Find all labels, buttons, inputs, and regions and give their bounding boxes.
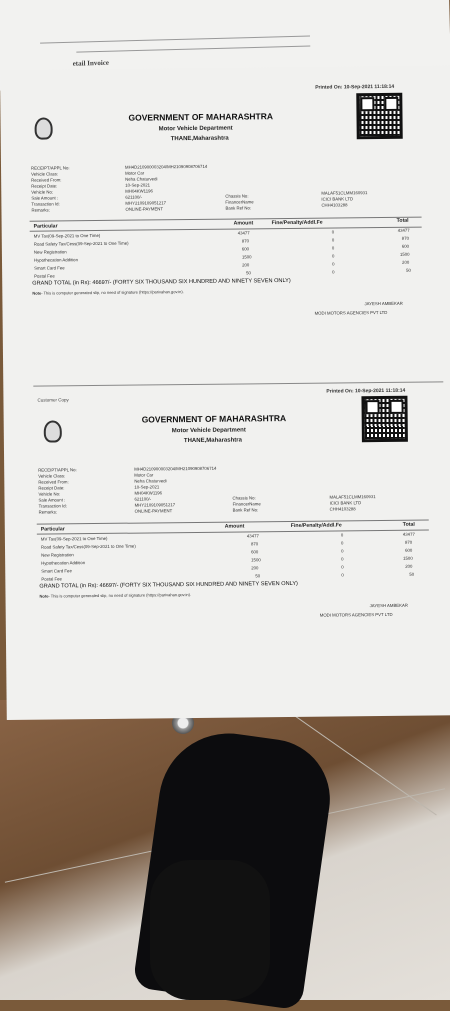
label-receipt-date: Receipt Date:: [38, 485, 65, 491]
label-receipt-no: RECEIPT/APPL No:: [38, 467, 77, 473]
vehicle-values: [321, 190, 367, 208]
row-fine: 0: [331, 253, 335, 259]
agency-name: MODI MOTORS AGENCIES PVT LTD: [319, 611, 393, 618]
label-vehicle-class: Vehicle Class:: [38, 473, 66, 479]
row-amount: 1500: [251, 557, 261, 563]
row-particular: Hypothecation Addition: [33, 257, 78, 263]
row-particular: MV Tax(09-Sep-2021 to One Time): [33, 232, 101, 239]
row-fine: 0: [341, 556, 344, 562]
computer-generated-note: [32, 289, 184, 296]
value-chassis-no: MALAF51CLMM160931: [321, 190, 368, 196]
label-remarks: Remarks:: [38, 509, 58, 515]
receipt-sheet: [0, 65, 450, 720]
receipt-labels: [38, 467, 77, 515]
value-financer-name: ICICI BANK LTD: [321, 196, 354, 202]
label-financer-name: FinancerName: [225, 199, 254, 205]
value-chassis-no: MALAF51CLMM160931: [329, 494, 376, 500]
row-particular: New Registration: [33, 249, 67, 255]
value-receipt-no: MH4D210900003204/MH21090908706714: [124, 163, 208, 170]
row-particular: Postal Fee: [41, 576, 62, 582]
label-sale-amount: Sale Amount :: [38, 497, 66, 503]
header-fine: Fine/Penalty/Addl.Fe: [271, 219, 323, 227]
value-bank-ref: CHH4103288: [321, 202, 348, 208]
department-name: Motor Vehicle Department: [171, 427, 246, 435]
row-amount: 1500: [241, 254, 252, 260]
agency-name: MODI MOTORS AGENCIES PVT LTD: [314, 309, 388, 316]
printed-on: Printed On: 10-Sep-2021 11:18:14: [326, 387, 406, 395]
row-amount: 870: [250, 541, 259, 547]
row-particular: Postal Fee: [34, 273, 55, 279]
label-bank-ref: Bank Ref No:: [225, 205, 252, 211]
value-remarks: ONLINE-PAYMENT: [134, 508, 173, 514]
header-fine: Fine/Penalty/Addl.Fe: [290, 522, 342, 529]
note-text: - This is computer generated slip, no need of signature (https://parivahan.gov.in).: [48, 592, 192, 599]
row-particular: New Registration: [41, 552, 74, 558]
row-fine: 0: [341, 564, 344, 570]
value-vehicle-class: Motor Car: [134, 472, 154, 478]
note-text: - This is computer generated slip, no need of signature (https://parivahan.gov.in).: [41, 289, 184, 296]
table-header-rule: [30, 227, 422, 232]
row-total: 200: [405, 563, 413, 569]
row-total: 50: [406, 267, 411, 273]
row-fine: 0: [331, 237, 335, 243]
location-name: THANE,Maharashtra: [183, 437, 242, 445]
row-total: 43477: [402, 531, 415, 537]
header-amount: Amount: [233, 220, 254, 227]
label-chassis-no: Chassis No:: [232, 495, 256, 501]
grand-total: GRAND TOTAL (in Rs): 46697/- (FORTY SIX THOUSAND SIX HUNDRED AND NINETY SEVEN ONLY): [32, 277, 291, 287]
value-transaction-id: MHY2109109051217: [134, 502, 176, 508]
header-total: Total: [396, 217, 409, 224]
grand-total: GRAND TOTAL (in Rs): 46697/- (FORTY SIX THOUSAND SIX HUNDRED AND NINETY SEVEN ONLY): [39, 580, 298, 590]
row-amount: 50: [246, 270, 251, 276]
row-total: 870: [401, 235, 409, 241]
header-particular: Particular: [40, 526, 65, 533]
value-received-from: Neha Chaturvedi: [134, 478, 167, 484]
value-vehicle-no: MH04KW1196: [134, 490, 163, 496]
row-amount: 50: [255, 573, 261, 579]
receipt-values: [134, 466, 217, 515]
government-title: GOVERNMENT OF MAHARASHTRA: [141, 413, 287, 425]
header-total: Total: [402, 521, 415, 528]
signatory-name: JAYESH AMBEKAR: [369, 602, 409, 609]
row-particular: MV Tax(09-Sep-2021 to One Time): [40, 535, 108, 542]
row-particular: Road Safety Tax/Cess(09-Sep-2021 to One Time): [33, 240, 129, 247]
vehicle-values: [329, 494, 375, 512]
row-total: 1500: [403, 555, 413, 561]
department-name: Motor Vehicle Department: [158, 125, 233, 133]
row-fine: 0: [331, 245, 335, 251]
row-fine: 0: [341, 548, 344, 554]
receipt-labels: [31, 165, 70, 213]
row-total: 1500: [399, 251, 410, 257]
row-total: 870: [404, 539, 413, 545]
label-chassis-no: Chassis No:: [225, 193, 249, 199]
label-receipt-no: RECEIPT/APPL No:: [31, 165, 70, 171]
maharashtra-emblem-icon: [35, 117, 53, 139]
header-particular: Particular: [33, 223, 58, 230]
label-vehicle-no: Vehicle No:: [31, 189, 54, 195]
receipt-values: [125, 164, 208, 213]
maharashtra-emblem-icon: [44, 420, 62, 442]
label-received-from: Received From:: [38, 479, 69, 485]
value-receipt-date: 10-Sep-2021: [125, 182, 151, 188]
row-total: 43477: [397, 227, 410, 233]
value-bank-ref: CHH4103288: [329, 506, 356, 512]
sock-ankle: [150, 860, 270, 1000]
label-transaction-id: Transaction Id:: [31, 201, 60, 207]
row-amount: 200: [251, 565, 259, 571]
vehicle-labels: [232, 495, 260, 513]
row-amount: 600: [251, 549, 259, 555]
row-amount: 43477: [237, 230, 250, 236]
receipt-slip-office: [0, 65, 450, 370]
label-received-from: Received From:: [31, 177, 62, 183]
row-total: 600: [405, 547, 413, 553]
row-fine: 0: [331, 229, 335, 235]
label-financer-name: FinancerName: [232, 501, 261, 507]
row-fine: 0: [332, 269, 335, 275]
background-invoice-heading: etail Invoice: [72, 58, 110, 68]
row-total: 50: [409, 571, 415, 577]
label-transaction-id: Transaction Id:: [38, 503, 67, 509]
row-total: 200: [402, 259, 410, 265]
row-amount: 870: [241, 238, 250, 244]
qr-code-icon: [356, 93, 402, 139]
value-receipt-no: MH4D210900003204/MH21090908706714: [134, 465, 217, 472]
note-label: Note: [39, 593, 49, 599]
header-amount: Amount: [224, 523, 245, 530]
value-receipt-date: 10-Sep-2021: [134, 484, 160, 490]
value-remarks: ONLINE-PAYMENT: [125, 206, 164, 212]
row-particular: Smart Card Fee: [34, 265, 65, 271]
location-name: THANE,Maharashtra: [170, 135, 229, 143]
label-vehicle-no: Vehicle No:: [38, 491, 61, 497]
customer-copy-label: Customer Copy: [37, 397, 69, 403]
row-particular: Smart Card Fee: [41, 568, 72, 574]
row-amount: 43477: [246, 533, 259, 539]
row-particular: Hypothecation Addition: [41, 560, 86, 566]
value-received-from: Neha Chaturvedi: [125, 176, 158, 182]
government-title: GOVERNMENT OF MAHARASHTRA: [128, 111, 274, 123]
label-bank-ref: Bank Ref No:: [232, 507, 259, 513]
label-vehicle-class: Vehicle Class:: [31, 171, 59, 177]
row-amount: 600: [241, 246, 250, 252]
row-total: 600: [401, 243, 410, 249]
row-particular: Road Safety Tax/Cess(09-Sep-2021 to One Time): [40, 543, 136, 550]
row-amount: 200: [242, 262, 250, 268]
value-sale-amount: 621100/-: [134, 496, 152, 502]
note-label: Note: [32, 290, 42, 296]
row-fine: 0: [341, 572, 344, 578]
label-receipt-date: Receipt Date:: [31, 183, 58, 189]
qr-code-icon: [361, 396, 407, 442]
row-fine: 0: [340, 532, 344, 538]
printed-on: Printed On: 10-Sep-2021 11:18:14: [315, 83, 395, 91]
label-sale-amount: Sale Amount :: [31, 195, 59, 201]
value-sale-amount: 621100/-: [125, 194, 143, 200]
vehicle-labels: [225, 193, 253, 211]
value-vehicle-no: MH04KW1196: [125, 188, 153, 194]
row-fine: 0: [332, 261, 335, 267]
row-fine: 0: [340, 540, 344, 546]
table-top-rule: [30, 217, 422, 222]
computer-generated-note: [39, 592, 191, 599]
receipt-slip-customer: [3, 385, 450, 690]
value-transaction-id: MHY2109109051217: [125, 200, 167, 206]
value-financer-name: ICICI BANK LTD: [329, 500, 362, 506]
label-remarks: Remarks:: [31, 207, 50, 213]
signatory-name: JAYESH AMBEKAR: [364, 300, 403, 307]
value-vehicle-class: Motor Car: [125, 170, 145, 176]
